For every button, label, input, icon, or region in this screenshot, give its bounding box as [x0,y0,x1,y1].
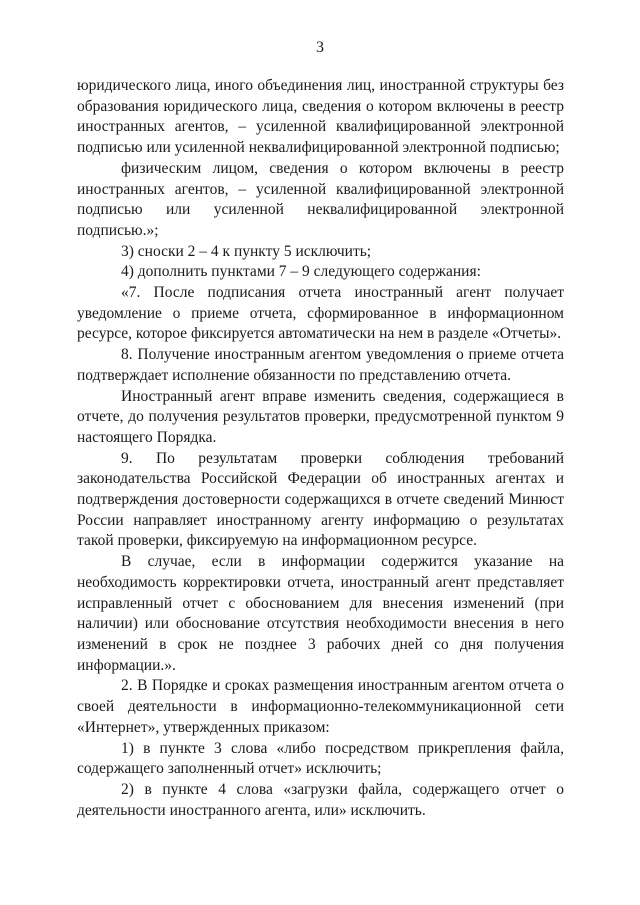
page-number: 3 [316,39,324,56]
paragraph-10: 1) в пункте 3 слова «либо посредством прикрепления файла, содержащего заполненный отчет» исключить; [77,739,564,778]
paragraph-9: 2. В Порядке и сроках размещения иностранным агентом отчета о своей деятельности в информационно-телекоммуникационной сети «Интернет», утвержденных приказом: [77,677,564,736]
document-body [77,76,564,821]
paragraph-2: 3) сноски 2 – 4 к пункту 5 исключить; [121,242,372,260]
paragraph-3: 4) дополнить пунктами 7 – 9 следующего содержания: [121,263,481,281]
paragraph-4: «7. После подписания отчета иностранный агент получает уведомление о приеме отчета, сформированное в информационном ресурсе, которое фиксируется автоматически на нем в разделе «Отчеты». [77,284,564,343]
paragraph-1: физическим лицом, сведения о котором включены в реестр иностранных агентов, – усиленной квалифицированной электронной подписью или усиленной неквалифицированной электронной подписью.»; [77,159,564,239]
paragraph-7: 9. По результатам проверки соблюдения требований законодательства Российской Федерации об иностранных агентах и подтверждения достоверности содержащихся в отчете сведений Минюст России направляет иностранному агенту информацию о результатах такой проверки, фиксируемую на информационном ресурсе. [77,449,564,550]
paragraph-6: Иностранный агент вправе изменить сведения, содержащиеся в отчете, до получения результатов проверки, предусмотренной пунктом 9 настоящего Порядка. [77,387,564,446]
paragraph-0: юридического лица, иного объединения лиц, иностранной структуры без образования юридического лица, сведения о котором включены в реестр иностранных агентов, – усиленной квалифицированной электронной подписью или усиленной неквалифицированной электронной подписью; [77,77,564,157]
paragraph-8: В случае, если в информации содержится указание на необходимость корректировки отчета, иностранный агент представляет исправленный отчет с обоснованием для внесения изменений (при наличии) или обоснование отсутствия необходимости внесения в него изменений в срок не позднее 3 рабочих дней со дня получения информации.». [77,553,564,674]
paragraph-5: 8. Получение иностранным агентом уведомления о приеме отчета подтверждает исполнение обязанности по представлению отчета. [77,346,564,384]
paragraph-11: 2) в пункте 4 слова «загрузки файла, содержащего отчет о деятельности иностранного агента, или» исключить. [77,780,564,819]
